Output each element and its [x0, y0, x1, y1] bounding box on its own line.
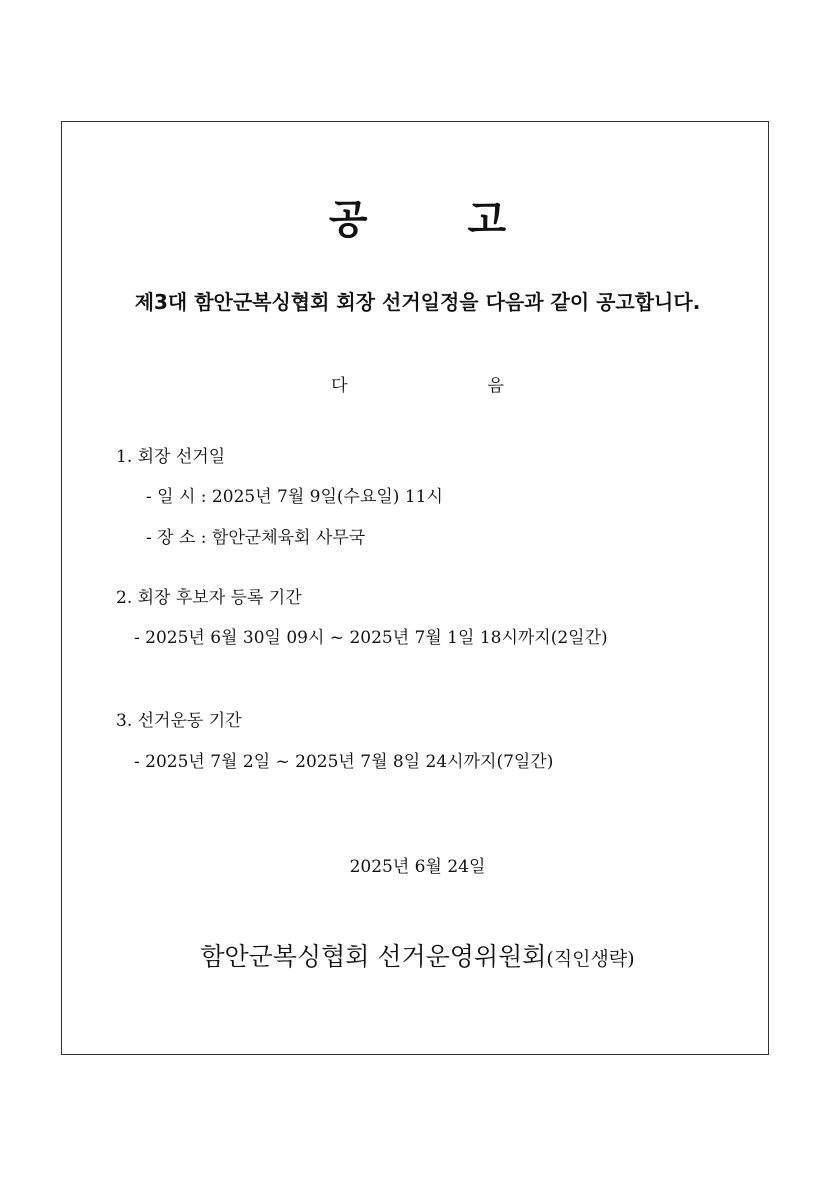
section-3-period: - 2025년 7월 2일 ~ 2025년 7월 8일 24시까지(7일간): [134, 752, 554, 772]
notice-title: [0, 192, 835, 248]
section-3-heading: 3. 선거운동 기간: [116, 711, 242, 731]
notice-date: 2025년 6월 24일: [349, 857, 486, 877]
section-1-location: - 장 소 : 함안군체육회 사무국: [146, 528, 366, 548]
section-1-heading: 1. 회장 선거일: [116, 447, 226, 467]
issuer-name: 함안군복싱협회 선거운영위원회: [200, 942, 547, 971]
notice-intro: 제3대 함안군복싱협회 회장 선거일정을 다음과 같이 공고합니다.: [134, 290, 701, 314]
follows-char-left: 다: [331, 376, 348, 396]
section-2-heading: 2. 회장 후보자 등록 기간: [116, 588, 302, 608]
seal-note: (직인생략): [546, 948, 635, 970]
title-char-right: 고: [467, 196, 507, 243]
follows-char-right: 음: [487, 376, 504, 396]
issuer: [0, 937, 835, 979]
section-1-datetime: - 일 시 : 2025년 7월 9일(수요일) 11시: [146, 487, 443, 507]
section-2-period: - 2025년 6월 30일 09시 ~ 2025년 7월 1일 18시까지(2일간): [134, 628, 608, 648]
title-char-left: 공: [328, 196, 368, 243]
follows-heading: [0, 372, 835, 400]
